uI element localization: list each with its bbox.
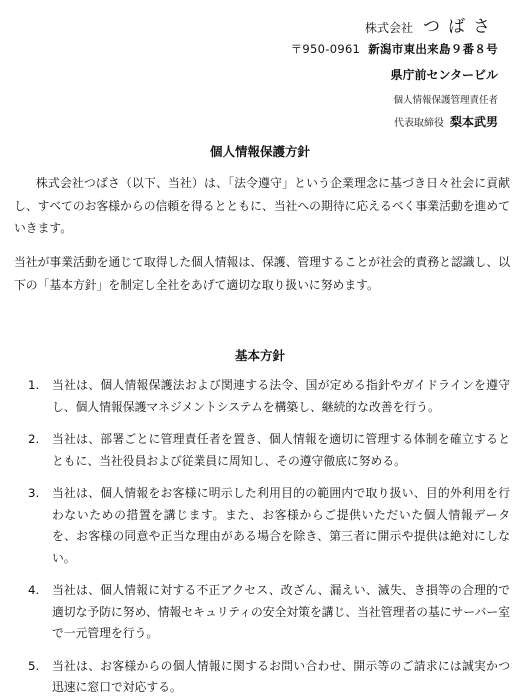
letterhead xyxy=(291,12,498,130)
company-line xyxy=(291,12,498,37)
item-number: 3. xyxy=(28,486,40,500)
company-name: つばさ xyxy=(423,17,498,37)
policy-item-4 xyxy=(28,580,510,645)
item-text: 当社は、部署ごとに管理責任者を置き、個人情報を適切に管理する体制を確立するとともに、当社役員および従業員に周知し、その遵守徹底に努める。 xyxy=(52,432,510,468)
basic-policy-title: 基本方針 xyxy=(234,348,285,363)
policy-item-2 xyxy=(28,429,510,472)
ceo-name: 梨本武男 xyxy=(449,115,498,129)
intro-paragraph: 株式会社つばさ（以下、当社）は、「法令遵守」という企業理念に基づき日々社会に貢献し、すべてのお客様からの信頼を得るとともに、当社への期待に応えるべく事業活動を進めていきます。 xyxy=(14,176,510,235)
address-line xyxy=(291,41,498,57)
ceo-title: 代表取締役 xyxy=(393,118,444,129)
item-text: 当社は、個人情報に対する不正アクセス、改ざん、漏えい、滅失、き損等の合理的で適切な予防に努め、情報セキュリティの安全対策を講じ、当社管理者の基にサーバー室で一元管理を行う。 xyxy=(52,583,510,640)
item-text: 当社は、個人情報をお客様に明示した利用目的の範囲内で取り扱い、目的外利用を行わないための措置を講じます。また、お客様からご提供いただいた個人情報データを、お客様の同意や正当な理由がある場合を除き、第三者に開示や提供は絶対にしない。 xyxy=(52,486,510,565)
policy-item-5 xyxy=(28,656,510,699)
policy-list xyxy=(28,375,510,699)
manager-title: 個人情報保護管理責任者 xyxy=(393,95,498,106)
company-prefix: 株式会社 xyxy=(364,21,413,35)
street-address: 新潟市東出来島９番８号 xyxy=(368,42,498,56)
policy-title: 個人情報保護方針 xyxy=(209,144,310,159)
postal-code: 〒950-0961 xyxy=(290,42,361,56)
item-number: 4. xyxy=(28,583,40,597)
building-name: 県庁前センタービル xyxy=(390,68,498,82)
policy-item-1 xyxy=(28,375,510,418)
item-number: 2. xyxy=(28,432,40,446)
item-number: 1. xyxy=(28,378,40,392)
item-text: 当社は、お客様からの個人情報に関するお問い合わせ、開示等のご請求には誠実かつ迅速に窓口で対応する。 xyxy=(52,658,510,694)
ceo-line xyxy=(291,113,498,130)
policy-item-3 xyxy=(28,483,510,569)
responsibility-paragraph: 当社が事業活動を通じて取得した個人情報は、保護、管理することが社会的責務と認識し、以下の「基本方針」を制定し全社をあげて適切な取り扱いに努めます。 xyxy=(14,255,510,292)
item-text: 当社は、個人情報保護法および関連する法令、国が定める指針やガイドラインを遵守し、個人情報保護マネジメントシステムを構築し、継続的な改善を行う。 xyxy=(52,378,510,414)
item-number: 5. xyxy=(28,658,40,673)
